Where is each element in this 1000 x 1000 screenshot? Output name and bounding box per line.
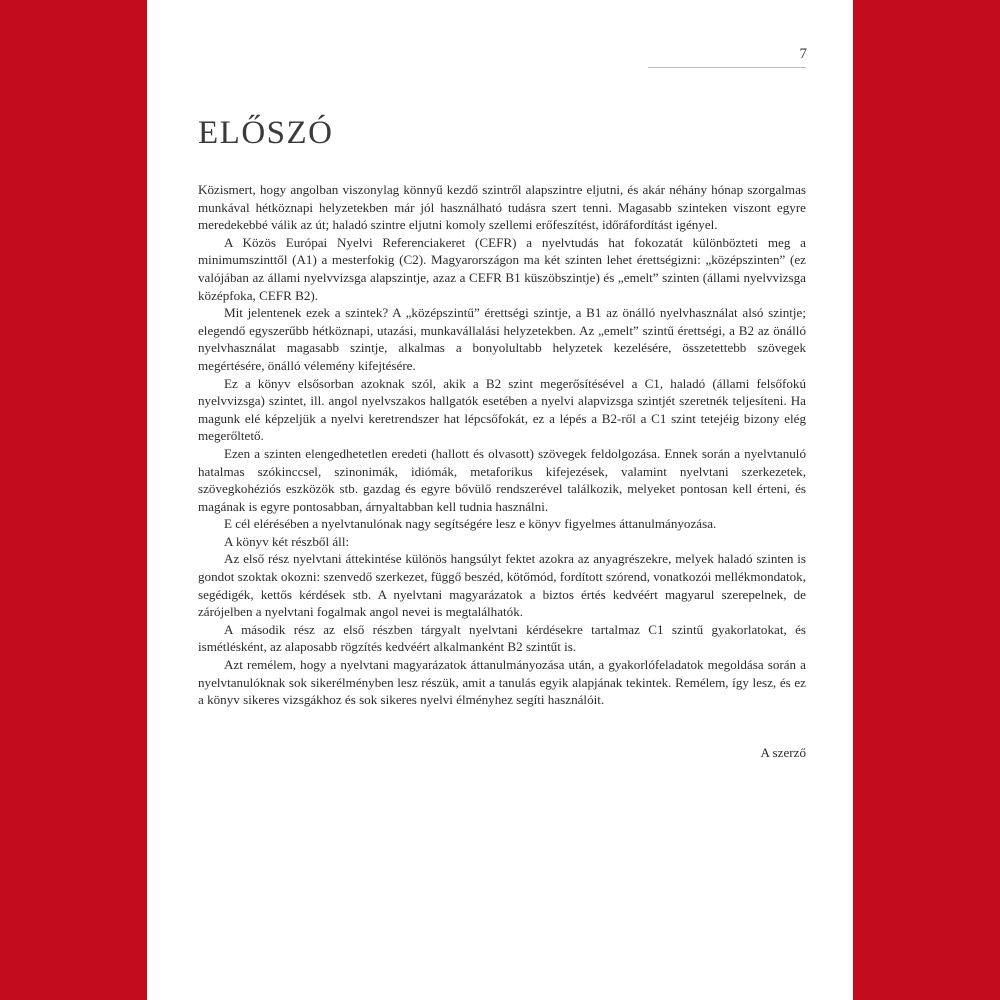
book-page	[147, 0, 853, 1000]
paragraph: Közismert, hogy angolban viszonylag könnyű kezdő szintről alapszintre eljutni, és akár néhány hónap szorgalmas munkával hétköznapi helyzetekben már jól használható tudásra szert tenni. Magasabb szinteken viszont egyre meredekebbé válik az út; haladó szintre eljutni komoly szellemi erőfeszítést, időráfordítást igényel.	[198, 182, 806, 233]
paragraph: Ez a könyv elsősorban azoknak szól, akik a B2 szint megerősítésével a C1, haladó (állami felsőfokú nyelvvizsga) szintet, ill. angol nyelvszakos hallgatók esetében a nyelvi alapvizsga szintjét szeretnék teljesíteni. Ha magunk elé képzeljük a nyelvi keretrendszer hat lépcsőfokát, ez a lépés a B2-ről a C1 szint tetejéig bizony elég megerőltető.	[198, 375, 806, 444]
paragraph: Az első rész nyelvtani áttekintése különös hangsúlyt fektet azokra az anyagrészekre, melyek haladó szinten is gondot szoktak okozni: szenvedő szerkezet, függő beszéd, kötőmód, fordított szórend, vonatkozói mellékmondatok, segédigék, kettős kérdések stb. A nyelvtani magyarázatok a biztos értés kedvéért magyarul szerepelnek, de zárójelben a nyelvtani fogalmak angol nevei is megtalálhatók.	[198, 551, 806, 620]
paragraph: A második rész az első részben tárgyalt nyelvtani kérdésekre tartalmaz C1 szintű gyakorlatokat, és ismétlésként, az alaposabb rögzítés kedvéért alkalmanként B2 szintűt is.	[198, 621, 806, 655]
body-text	[198, 181, 806, 709]
paragraph: Ezen a szinten elengedhetetlen eredeti (hallott és olvasott) szövegek feldolgozása. Ennek során a nyelvtanuló hatalmas szókinccsel, szinonimák, idiómák, metaforikus kifejezések, valamint nyelvtani szerkezetek, szövegkohéziós eszközök stb. gazdag és egyre bővülő rendszerével találkozik, melyeket pontosan kell érteni, és magának is egyre pontosabban, árnyaltabban kell tudnia használni.	[198, 445, 806, 514]
page-number: 7	[799, 46, 807, 62]
page-title: ELŐSZÓ	[198, 115, 334, 151]
paragraph: A könyv két részből áll:	[224, 533, 350, 549]
paragraph: Azt remélem, hogy a nyelvtani magyarázatok áttanulmányozása után, a gyakorlófeladatok megoldása során a nyelvtanulóknak sok sikerélményben lesz részük, amit a tanulás egyik alapjának tekintek. Remélem, így lesz, és ez a könyv sikeres vizsgákhoz és sok sikeres nyelvi élményhez segíti használóit.	[198, 657, 806, 708]
paragraph: Mit jelentenek ezek a szintek? A „középszintű” érettségi szintje, a B1 az önálló nyelvhasználat alsó szintje; elegendő egyszerűbb hétköznapi, utazási, munkavállalási helyzetekben. Az „emelt” szintű érettségi, a B2 az önálló nyelvhasználat magasabb szintje, alkalmas a bonyolultabb helyzetek kezelésére, összetettebb szövegek megértésére, önálló vélemény kifejtésére.	[198, 305, 806, 373]
author-signature: A szerző	[760, 745, 806, 760]
paragraph: E cél elérésében a nyelvtanulónak nagy segítségére lesz e könyv figyelmes áttanulmányozása.	[224, 516, 717, 532]
header-rule	[648, 67, 806, 68]
paragraph: A Közös Európai Nyelvi Referenciakeret (CEFR) a nyelvtudás hat fokozatát különbözteti meg a minimumszinttől (A1) a mesterfokig (C2). Magyarországon ma két szinten lehet érettségizni: „középszinten” (ez valójában az állami nyelvvizsga alapszintje, azaz a CEFR B1 küszöbszintje) és „emelt” szinten (állami nyelvvizsga középfoka, CEFR B2).	[198, 234, 806, 303]
